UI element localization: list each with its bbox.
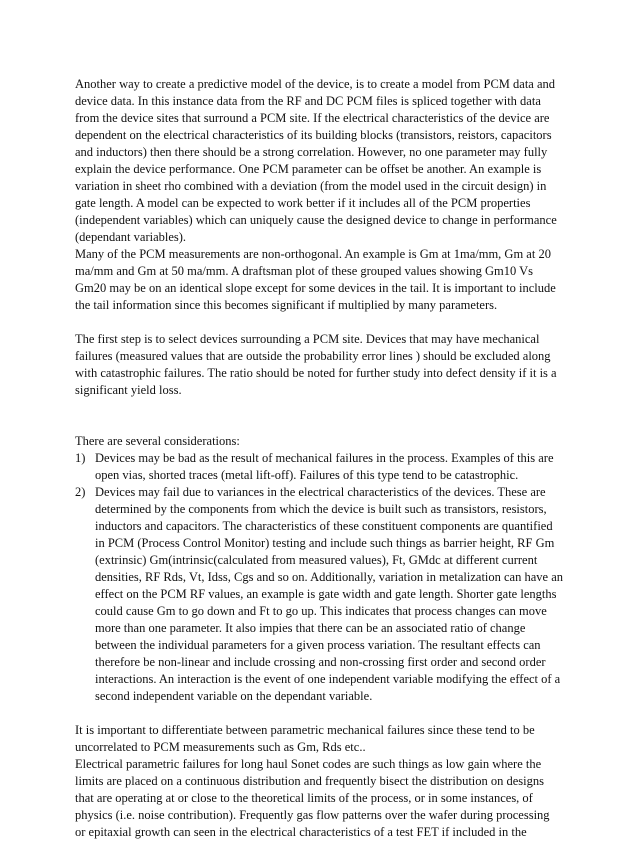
paragraph-gap bbox=[75, 314, 563, 331]
list-item-number: 1) bbox=[75, 451, 86, 465]
paragraph-gap bbox=[75, 399, 563, 433]
paragraph-electrical-failures: Electrical parametric failures for long haul Sonet codes are such things as low gain where the limits are placed on a continuous distribution and frequently bisect the distribution on designs that are operating at or close to the theoretical limits of the process, or in some instances, of physics (i.e. noise contribution). Frequently gas flow patterns over the wafer during processing or epitaxial growth can seen in the electrical characteristics of a test FET if included in the bbox=[75, 757, 550, 839]
paragraph-first-step: The first step is to select devices surrounding a PCM site. Devices that may have mechanical failures (measured values that are outside the probability error lines ) should be excluded along with catastrophic failures. The ratio should be noted for further study into defect density if it is a significant yield loss. bbox=[75, 332, 557, 397]
considerations-intro: There are several considerations: bbox=[75, 434, 240, 448]
list-item-number: 2) bbox=[75, 485, 86, 499]
list-item bbox=[75, 484, 563, 705]
list-item-text: Devices may fail due to variances in the electrical characteristics of the devices. These are determined by the components from which the device is built such as transistors, resistors, inductors and capacitors. The characteristics of these constituent components are quantified in PCM (Process Control Monitor) testing and include such things as barrier height, RF Gm (extrinsic) Gm(intrinsic(calculated from measured values), Ft, GMdc at different current densities, RF Rds, Vt, Idss, Cgs and so on. Additionally, variation in metalization can have an effect on the PCM RF values, an example is gate width and gate length. Shorter gate lengths could cause Gm to go down and Ft to go up. This indicates that process changes can move more than one parameter. It also impies that there can be an associated ratio of change between the individual parameters for a given process variation. The resultant effects can therefore be non-linear and include crossing and non-crossing first order and second order interactions. An interaction is the event of one independent variable modifying the effect of a second independent variable on the dependant variable. bbox=[95, 485, 563, 703]
paragraph-non-orthogonal: Many of the PCM measurements are non-orthogonal. An example is Gm at 1ma/mm, Gm at 20 ma/mm and Gm at 50 ma/mm. A draftsman plot of these grouped values showing Gm10 Vs Gm20 may be on an identical slope except for some devices in the tail. It is important to include the tail information since this becomes significant if multiplied by many parameters. bbox=[75, 247, 556, 312]
paragraph-gap bbox=[75, 705, 563, 722]
list-item-text: Devices may be bad as the result of mechanical failures in the process. Examples of this are open vias, shorted traces (metal lift-off). Failures of this type tend to be catastrophic. bbox=[95, 451, 554, 482]
paragraph-predictive-model: Another way to create a predictive model of the device, is to create a model from PCM data and device data. In this instance data from the RF and DC PCM files is spliced together with data from the device sites that surround a PCM site. If the electrical characteristics of the device are dependent on the electrical characteristics of its building blocks (transistors, reistors, capacitors and inductors) then there should be a strong correlation. However, no one parameter may fully explain the device performance. One PCM parameter can be offset be another. An example is variation in sheet rho combined with a deviation (from the model used in the circuit design) in gate length. A model can be expected to work better if it includes all of the PCM properties (independent variables) which can uniquely cause the designed device to change in performance (dependant variables). bbox=[75, 77, 557, 244]
paragraph-differentiate: It is important to differentiate between parametric mechanical failures since these tend to be uncorrelated to PCM measurements such as Gm, Rds etc.. bbox=[75, 723, 535, 754]
considerations-list bbox=[75, 450, 563, 705]
list-item bbox=[75, 450, 563, 484]
document-page bbox=[75, 76, 563, 841]
